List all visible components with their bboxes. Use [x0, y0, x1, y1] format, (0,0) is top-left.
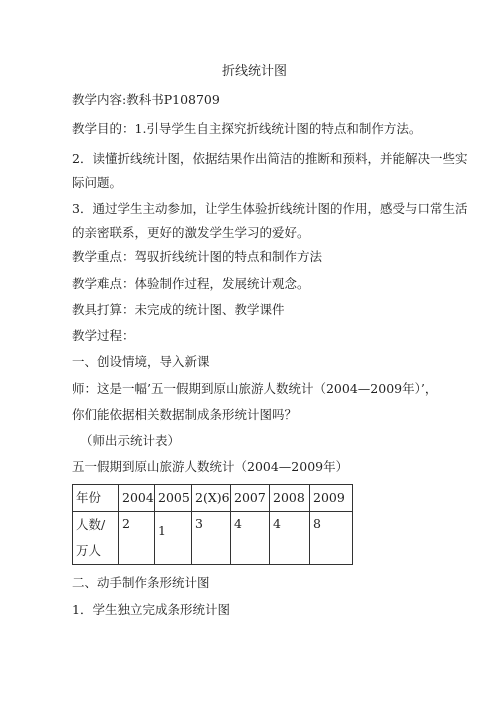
- teacher-line-1: 师：这是一幅’五一假期到原山旅游人数统计（2004—2009年）’，: [72, 381, 438, 396]
- header-cell: 2(X)6: [192, 485, 231, 512]
- data-cell: [310, 512, 353, 565]
- teaching-goal-3-cont: 的亲密联系，更好的激发学生学习的爱好。: [72, 225, 310, 240]
- header-cell: 2008: [270, 485, 310, 512]
- cell-value: 1: [158, 523, 166, 538]
- table-data-row: [73, 512, 353, 565]
- data-cell: [192, 512, 231, 565]
- header-cell-year: 年份: [73, 485, 119, 512]
- row-label-line-2: 万人: [76, 543, 102, 558]
- data-cell: [231, 512, 270, 565]
- cell-value: 4: [273, 516, 281, 531]
- teaching-goal-3: 3．通过学生主动参加，让学生体验折线统计图的作用，感受与口常生活: [72, 201, 468, 216]
- teaching-difficulty: 教学难点：体验制作过程，发展统计观念。: [72, 276, 310, 291]
- data-cell: [155, 512, 192, 565]
- section-1-heading: 一、创设情境，导入新课: [72, 354, 210, 369]
- row-label-cell: [73, 512, 119, 565]
- data-cell: [270, 512, 310, 565]
- table-title: 五一假期到原山旅游人数统计（2004—2009年）: [72, 459, 349, 474]
- cell-value: 8: [313, 516, 321, 531]
- section-2-heading: 二、动手制作条形统计图: [72, 575, 210, 590]
- table-header-row: [73, 485, 353, 512]
- row-label-line-1: 人数/: [76, 517, 106, 532]
- show-table-note: （师出示统计表）: [80, 433, 181, 448]
- teaching-content: 教学内容:教科书P108709: [72, 92, 220, 107]
- teaching-goal-1: 教学目的：1.引导学生自主探究折线统计图的特点和制作方法。: [72, 121, 422, 136]
- header-cell: 2007: [231, 485, 270, 512]
- cell-value: 4: [234, 516, 242, 531]
- header-cell: 2005: [155, 485, 192, 512]
- teaching-goal-2-cont: 际问题。: [72, 175, 123, 190]
- teaching-tools: 教具打算：未完成的统计图、教学课件: [72, 302, 285, 317]
- data-cell: [119, 512, 155, 565]
- cell-value: 3: [195, 516, 203, 531]
- header-cell: 2004: [119, 485, 155, 512]
- tourist-stats-table: [72, 484, 353, 565]
- page-title: 折线统计图: [222, 64, 288, 79]
- step-1: 1．学生独立完成条形统计图: [72, 602, 230, 617]
- header-cell: 2009: [310, 485, 353, 512]
- teaching-goal-2: 2．读懂折线统计图，依据结果作出简洁的推断和预料，并能解决一些实: [72, 151, 468, 166]
- cell-value: 2: [122, 516, 130, 531]
- teaching-key-point: 教学重点：驾驭折线统计图的特点和制作方法: [72, 249, 323, 264]
- teacher-line-2: 你们能依据相关数据制成条形统计图吗？: [72, 407, 298, 422]
- teaching-process: 教学过程：: [72, 328, 135, 343]
